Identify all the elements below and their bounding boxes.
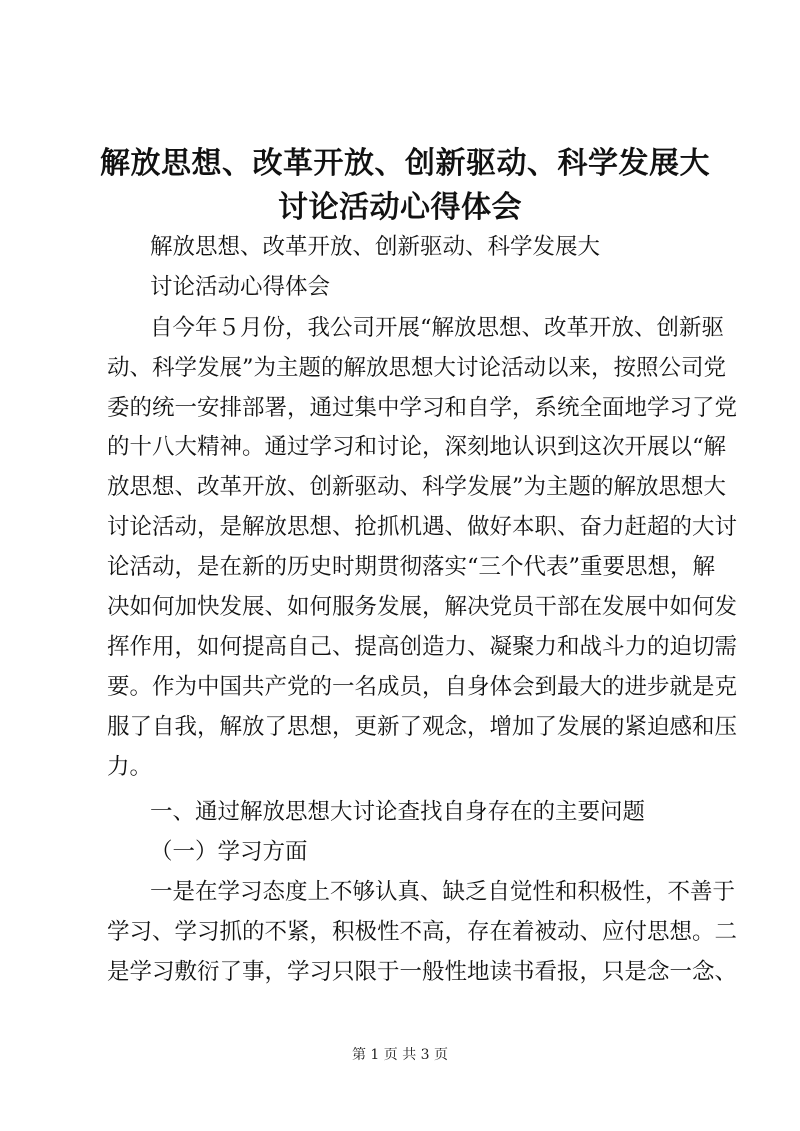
document-title-line-2: 讨论活动心得体会 bbox=[278, 190, 522, 225]
subtitle-line-2: 讨论活动心得体会 bbox=[150, 274, 331, 300]
paragraph-line: 的十八大精神。通过学习和讨论，深刻地认识到这次开展以“解 bbox=[107, 434, 727, 460]
section-heading: 一、通过解放思想大讨论查找自身存在的主要问题 bbox=[150, 799, 646, 825]
subsection-heading: （一）学习方面 bbox=[150, 839, 308, 865]
paragraph-line: 力。 bbox=[107, 754, 153, 780]
paragraph-line: 自今年５月份，我公司开展“解放思想、改革开放、创新驱 bbox=[150, 315, 725, 341]
paragraph-line: 放思想、改革开放、创新驱动、科学发展”为主题的解放思想大 bbox=[107, 474, 727, 500]
paragraph-line: 要。作为中国共产党的一名成员，自身体会到最大的进步就是克 bbox=[107, 674, 738, 700]
paragraph-line: 论活动，是在新的历史时期贯彻落实“三个代表”重要思想，解 bbox=[107, 554, 716, 580]
paragraph-line: 讨论活动，是解放思想、抢抓机遇、做好本职、奋力赶超的大讨 bbox=[107, 514, 738, 540]
paragraph-line: 是学习敷衍了事，学习只限于一般性地读书看报，只是念一念、 bbox=[107, 959, 738, 985]
paragraph-line: 挥作用，如何提高自己、提高创造力、凝聚力和战斗力的迫切需 bbox=[107, 634, 738, 660]
page-number-footer: 第 1 页 共 3 页 bbox=[351, 1047, 449, 1063]
paragraph-line: 委的统一安排部署，通过集中学习和自学，系统全面地学习了党 bbox=[107, 395, 738, 421]
document-title-line-1: 解放思想、改革开放、创新驱动、科学发展大 bbox=[100, 146, 710, 181]
subtitle-line-1: 解放思想、改革开放、创新驱动、科学发展大 bbox=[150, 234, 601, 260]
paragraph-line: 一是在学习态度上不够认真、缺乏自觉性和积极性，不善于 bbox=[150, 879, 736, 905]
paragraph-line: 动、科学发展”为主题的解放思想大讨论活动以来，按照公司党 bbox=[107, 355, 727, 381]
paragraph-line: 决如何加快发展、如何服务发展，解决党员干部在发展中如何发 bbox=[107, 594, 738, 620]
paragraph-line: 学习、学习抓的不紧，积极性不高，存在着被动、应付思想。二 bbox=[107, 919, 738, 945]
paragraph-line: 服了自我，解放了思想，更新了观念，增加了发展的紧迫感和压 bbox=[107, 714, 738, 740]
